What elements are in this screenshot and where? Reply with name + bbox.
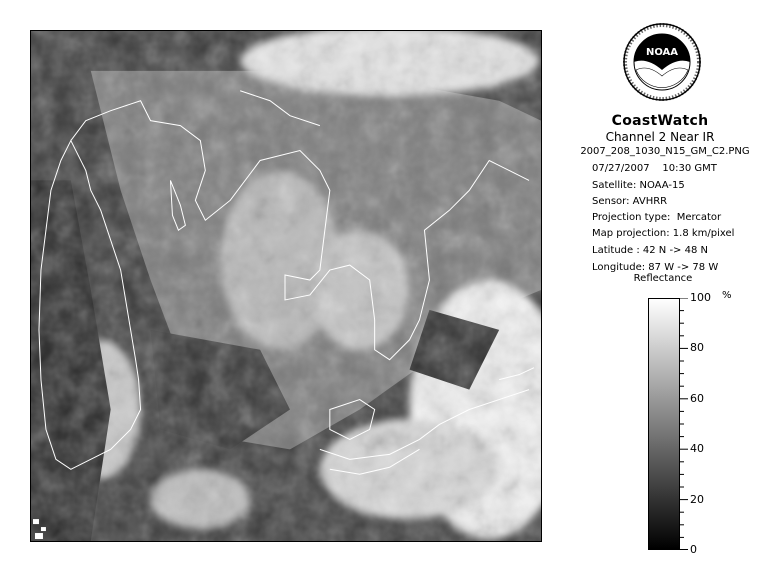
sensor-label: Sensor: AVHRR [592,196,668,207]
channel-label: Channel 2 Near IR [605,130,715,144]
longitude-label: Longitude: 87 W -> 78 W [592,262,719,273]
product-title: CoastWatch [611,113,709,129]
satellite-image [30,30,542,542]
colorbar-unit: % [722,290,732,301]
time-label: 10:30 GMT [662,163,717,174]
texture-overlay [31,31,541,541]
colorbar-tick-label: 20 [690,492,704,506]
date-label: 07/27/2007 [592,163,650,174]
map-projection-label: Map projection: 1.8 km/pixel [592,228,735,239]
colorbar-tick-label: 100 [690,291,711,304]
colorbar-title: Reflectance [633,273,693,284]
satellite-label: Satellite: NOAA-15 [592,180,685,191]
colorbar-ticks [680,298,692,550]
colorbar-tick-label: 80 [690,341,704,355]
date-time-line [592,163,717,174]
filename-label: 2007_208_1030_N15_GM_C2.PNG [580,146,750,157]
noaa-logo-text: NOAA [645,47,679,58]
noaa-logo [622,22,702,102]
projection-type-label: Projection type: Mercator [592,212,722,223]
satellite-map [31,31,541,541]
latitude-label: Latitude : 42 N -> 48 N [592,245,708,256]
colorbar-tick-label: 40 [690,442,704,456]
colorbar-tick-label: 0 [690,543,697,556]
colorbar-tick-label: 60 [690,391,704,405]
colorbar [648,298,680,550]
